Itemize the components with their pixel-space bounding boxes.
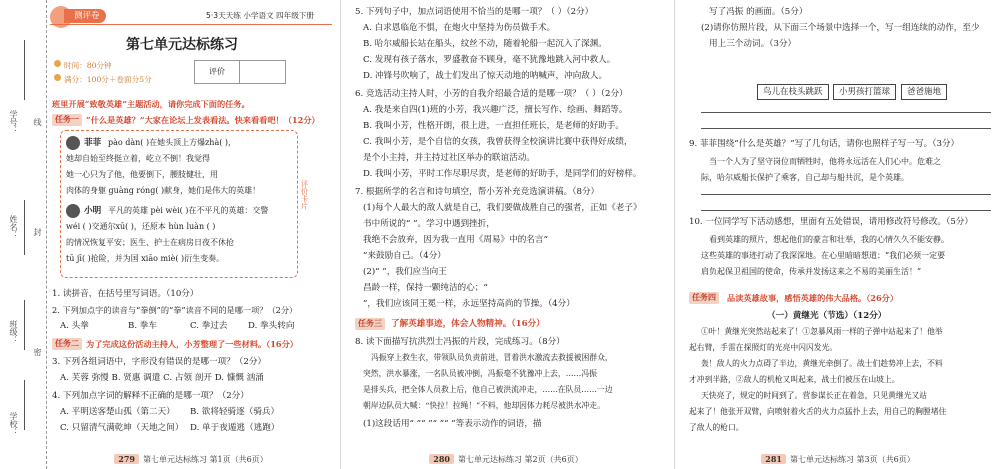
q10-para-2[interactable]: 这些英雄的事迹打动了我深深地。在心里暗暗想道：“我们必须一定要 bbox=[701, 251, 946, 260]
task3-text: 了解英雄事迹，体会人物精神。（16分） bbox=[391, 319, 545, 329]
xiaoming-name: 小明 bbox=[84, 206, 102, 216]
series-header: 5·3天天练 小学语文 四年级下册 bbox=[206, 11, 315, 20]
task4-tag: 任务四 bbox=[689, 292, 719, 304]
page-281 bbox=[674, 0, 1000, 469]
page-title: 第七单元达标练习 bbox=[126, 37, 238, 53]
q9-example-1: 当一个人为了坚守岗位而牺牲时，他将永远活在人们心中。危难之 bbox=[709, 157, 941, 166]
clock-icon bbox=[54, 60, 61, 67]
question-4: 4. 下列加点字词的解释不正确的是哪一项？（2分） bbox=[52, 391, 249, 401]
page-footer-280 bbox=[341, 454, 671, 465]
q3-options[interactable]: A. 芙蓉 弥慢 B. 贤惠 调遣 C. 占领 剖开 D. 慷慨 汹涌 bbox=[60, 373, 264, 383]
question-8: 8. 读下面描写抗洪烈士冯振的片段，完成练习。（8分） bbox=[355, 337, 565, 347]
task2-text: 为了完成这份活动主持人，小芳整理了一些材料。（16分） bbox=[86, 339, 298, 349]
q6-option-b[interactable]: B. 我叫小芳，性格开朗，很上进，一直担任班长，是老师的好助手。 bbox=[363, 121, 624, 131]
xiaoming-avatar bbox=[66, 204, 80, 218]
story-line-4: 才冲到半路，②敌人的机枪又叫起来，战士们被压在山坡上。 bbox=[689, 375, 900, 384]
q8-para-1: 冯振穿上救生衣，带领队员负责前进，冒着洪水激流去救援被困群众， bbox=[371, 353, 613, 362]
q4-option-b[interactable]: B. 欲将轻骑逐（骑兵） bbox=[190, 407, 280, 417]
question-9: 9. 菲菲围绕“什么是英雄？”写了几句话，请你也照样子写一写。（3分） bbox=[689, 139, 960, 149]
question-7: 7. 根据所学的名言和诗句填空，帮小芳补充竞选演讲稿。（8分） bbox=[355, 187, 600, 197]
q6-option-d[interactable]: D. 我叫小芳，平时工作尽职尽责，是老师的好助手，是同学们的好榜样。 bbox=[363, 169, 642, 179]
footer-text: 第七单元达标练习 第3页（共6页） bbox=[789, 455, 915, 464]
school-line[interactable] bbox=[24, 380, 25, 430]
task1-tag: 任务一 bbox=[52, 114, 82, 126]
story-line-7: 了敌人的枪口。 bbox=[689, 423, 744, 432]
feifei-line-1: pào dàn( )在她头顶上方爆zhà( )， bbox=[108, 138, 236, 147]
question-5: 5. 下列句子中，加点词语使用不恰当的是哪一项？（ ）（2分） bbox=[355, 7, 594, 17]
page-footer-279 bbox=[46, 454, 336, 465]
test-logo: 测评卷 bbox=[64, 9, 106, 23]
section-title: （一）黄继光（节选）（12分） bbox=[767, 311, 887, 321]
page-footer-281 bbox=[675, 454, 1000, 465]
feifei-line-4: 肉体的身躯 guàng róng( )献身，她们是伟大的英雄！ bbox=[66, 186, 261, 195]
page-279 bbox=[0, 0, 336, 469]
q6-option-c-cont: 是个小主持，并主持过社区举办的联谊活动。 bbox=[363, 153, 535, 163]
time-info: 时间：80分钟 bbox=[64, 61, 112, 70]
q8-sub-2-cont: 用上三个动词。（3分） bbox=[709, 39, 797, 49]
answer-line-9b[interactable] bbox=[701, 210, 991, 211]
q7-line-6[interactable]: 昌龄一样，保持一颗纯洁的心；“ bbox=[363, 283, 488, 293]
header-rule bbox=[50, 24, 332, 25]
xiaoming-line-2: wéi ( )交通尔xū( )，还原本 hùn luàn ( ) bbox=[66, 222, 216, 231]
feifei-line-3: 她一心只为了他，他要倒下，腰肢健壮，用 bbox=[66, 170, 218, 179]
evaluation-box[interactable] bbox=[194, 60, 286, 84]
q2-option-b[interactable]: B. 拳车 bbox=[128, 321, 157, 331]
q7-line-7[interactable]: ”，我们应该同王冕一样，永远坚持高尚的节操。（4分） bbox=[363, 299, 575, 309]
xiaoming-line-4: tū jī( )抢险，并为国 xiāo miè( )衍生变奏。 bbox=[66, 254, 225, 263]
page-number: 279 bbox=[114, 454, 139, 464]
q4-option-d[interactable]: D. 单于夜遁逃（逃跑） bbox=[190, 423, 280, 433]
binding-margin bbox=[0, 0, 47, 469]
eval-label: 评价 bbox=[195, 61, 240, 83]
q4-option-c[interactable]: C. 只留清气满乾坤（天地之间） bbox=[60, 423, 184, 433]
scene-basketball[interactable]: 小男孩打篮球 bbox=[833, 84, 896, 100]
task3-tag: 任务三 bbox=[355, 318, 385, 330]
mark-seal: 封 bbox=[33, 228, 42, 236]
scene-bird[interactable]: 鸟儿在枝头跳跃 bbox=[757, 84, 829, 100]
mark-line: 线 bbox=[33, 118, 42, 126]
q10-para-3[interactable]: 肩负起保卫祖国的使命，传承并发扬这来之不易的美丽生活！” bbox=[701, 267, 922, 276]
scene-dad[interactable]: 爸爸施地 bbox=[901, 84, 947, 100]
q7-line-5[interactable]: (2)“ ”，我们应当向王 bbox=[363, 267, 447, 277]
story-line-6: 起来了！他张开双臂，向喷射着火舌的火力点猛扑上去，用自己的胸膛堵住 bbox=[689, 407, 947, 416]
student-no-line[interactable] bbox=[24, 40, 25, 100]
q4-option-a[interactable]: A. 平明送客楚山孤（第二天） bbox=[60, 407, 175, 417]
task2-tag: 任务二 bbox=[52, 338, 82, 350]
q5-option-c[interactable]: C. 发现有孩子落水，罗盛教奋不顾身，毫不犹豫地跳入河中救人。 bbox=[363, 55, 616, 65]
q7-line-2[interactable]: 书中所说的“ ”。学习中遇到挫折， bbox=[363, 219, 495, 229]
q10-para-1[interactable]: 看到英雄的照片，想起他们的豪言和壮举，我的心情久久不能安静。 bbox=[709, 235, 949, 244]
story-line-5: 天快亮了，规定的时间到了。营参谋长正在着急，只见黄继光又站 bbox=[701, 391, 928, 400]
question-10: 10. 一位同学写下活动感想，里面有五处错误，请用修改符号修改。（5分） bbox=[689, 217, 973, 227]
q2-option-a[interactable]: A. 头拳 bbox=[60, 321, 89, 331]
answer-line-8b[interactable] bbox=[701, 128, 991, 129]
question-1: 1. 读拼音，在括号里写词语。（10分） bbox=[52, 289, 199, 299]
q7-line-4[interactable]: ”来鼓励自己。（4分） bbox=[363, 251, 446, 261]
question-3: 3. 下列各组词语中，字形没有错误的是哪一项？（2分） bbox=[52, 357, 267, 367]
mark-secret: 密 bbox=[33, 348, 42, 356]
story-line-1: ①叶！黄继光突然站起来了！①忽暴风雨一样的子弹中站起来了！他举 bbox=[701, 327, 943, 336]
task4-text: 品读英雄故事，感悟英雄的伟大品格。（26分） bbox=[727, 293, 899, 303]
label-school: 学校： bbox=[9, 412, 18, 436]
q8-para-4: 朝岸边队员大喊：“快拉！拉绳！”不料，他却因体力耗尽被洪水冲走。 bbox=[363, 401, 605, 410]
q8-para-2: 突然，洪水暴涨，一名队员被冲倒，冯振毫不犹豫冲上去，……冯振 bbox=[363, 369, 597, 378]
question-6: 6. 竞选活动主持人时，小芳的自我介绍最合适的是哪一项？（ ）（2分） bbox=[355, 89, 628, 99]
q6-option-a[interactable]: A. 我是来自四(1)班的小芳，我兴趣广泛，擅长写作、绘画、舞蹈等。 bbox=[363, 105, 628, 115]
label-class: 班级： bbox=[9, 320, 18, 344]
footer-text: 第七单元达标练习 第2页（共6页） bbox=[457, 455, 583, 464]
score-icon bbox=[54, 74, 61, 81]
label-student-no: 学号： bbox=[9, 110, 18, 134]
activity-intro: 班里开展“致敬英雄”主题活动，请你完成下面的任务。 bbox=[52, 99, 250, 109]
score-info: 满分：100分＋卷面分5分 bbox=[64, 75, 152, 84]
feifei-avatar bbox=[66, 136, 80, 150]
footer-text: 第七单元达标练习 第1页（共6页） bbox=[142, 455, 268, 464]
xiaoming-line-3: 的情况恢复平安；医生、护士在病房日夜不休抢 bbox=[66, 238, 234, 247]
review-side-label: 评价卡片 bbox=[300, 180, 309, 210]
xiaoming-line-1: 平凡的英雄 pèi wèi( )在不平凡的英雄：交警 bbox=[108, 206, 269, 215]
feifei-name: 菲菲 bbox=[84, 138, 102, 148]
answer-line-8a[interactable] bbox=[701, 112, 991, 113]
q2-option-c[interactable]: C. 拳过去 bbox=[190, 321, 228, 331]
question-2: 2. 下列加点字的读音与“拳倒”的“拳”读音不同的是哪一项？（2分） bbox=[52, 305, 298, 315]
task1-text: “什么是英雄？”大家在论坛上发表看法。快来看看吧！（12分） bbox=[86, 115, 320, 125]
feifei-line-2: 她却自始至终挺立着，屹立不倒！我觉得 bbox=[66, 154, 210, 163]
q6-option-c[interactable]: C. 我叫小芳，是个自信的女孩，我曾获得全校演讲比赛中获得好成绩， bbox=[363, 137, 633, 147]
story-line-3: 轰！敌人的火力点碍了半边，黄继光牵倒了。战士们趁势冲上去，不料 bbox=[701, 359, 943, 368]
q5-option-b[interactable]: B. 哈尔威船长站在船头，纹丝不动，随着轮船一起沉入了深渊。 bbox=[363, 39, 607, 49]
q5-option-d[interactable]: D. 冲锋号吹响了，战士们发出了惊天动地的呐喊声，冲向敌人。 bbox=[363, 71, 608, 81]
answer-line-9a[interactable] bbox=[701, 194, 991, 195]
class-line[interactable] bbox=[24, 300, 25, 350]
q9-example-2: 际，哈尔威船长保护了乘客，自己却与船共沉，是个英雄。 bbox=[701, 173, 909, 182]
page-number: 280 bbox=[429, 454, 454, 464]
q8-sub-2: (2)请你仿照片段，从下面三个场景中选择一个，写一组连续的动作，至少 bbox=[701, 23, 980, 33]
q2-option-d[interactable]: D. 拳头转向 bbox=[248, 321, 295, 331]
q8-sub-1[interactable]: (1)这段话用“ ”“ ”“ ”“ ”等表示动作的词语，描 bbox=[363, 419, 542, 429]
label-name: 姓名： bbox=[9, 215, 18, 239]
name-line[interactable] bbox=[24, 200, 25, 255]
q5-option-a[interactable]: A. 白求恩临危不惧，在炮火中坚持为伤员做手术。 bbox=[363, 23, 556, 33]
q7-line-1: (1)每个人最大的敌人就是自己，我们要做战胜自己的强者，正如《老子》 bbox=[363, 203, 642, 213]
page-280 bbox=[340, 0, 671, 469]
q8-sub-1-cont[interactable]: 写了冯振 的画面。（5分） bbox=[709, 7, 808, 17]
story-line-2: 起右臂，手雷在探照灯的光亮中闪闪发光。 bbox=[689, 343, 838, 352]
q7-line-3[interactable]: 我绝不会放弃，因为我一直用《周易》中的名言“ bbox=[363, 235, 548, 245]
q8-para-3: 是排头兵，把全体人员救上后，他自己被洪流冲走，……在队员……一边 bbox=[363, 385, 613, 394]
page-number: 281 bbox=[761, 454, 786, 464]
